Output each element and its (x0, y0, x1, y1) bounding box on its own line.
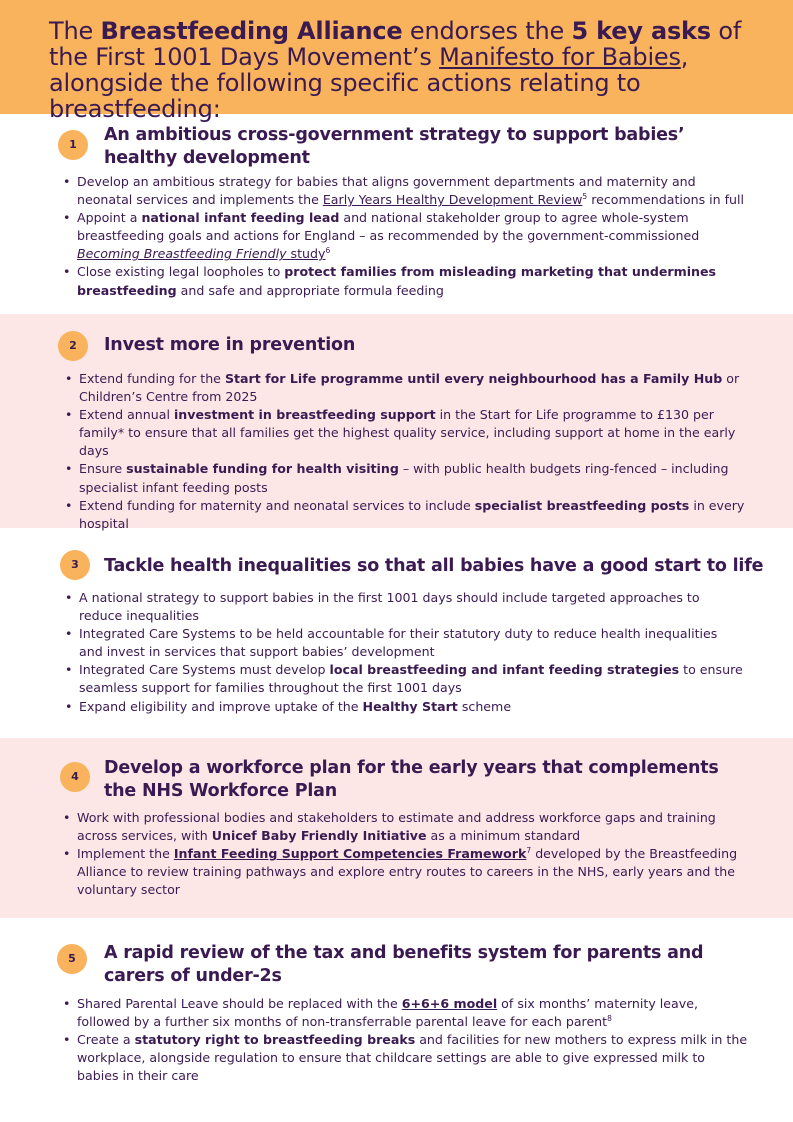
section-title: Invest more in prevention (104, 335, 356, 355)
list-item: • Appoint a national infant feeding lead and national stakeholder group to agree whole-system breastfeeding goals and actions for England – as recommended by the government-commissioned Becoming Breastfeeding Friendly study$^6$ (77, 209, 747, 263)
section-3 (0, 528, 793, 738)
list-item: • Integrated Care Systems to be held accountable for their statutory duty to reduce health inequalities and invest in services that support babies’ development (79, 625, 744, 661)
model-link[interactable]: 6+6+6 model (401, 996, 498, 1011)
list-item: • Extend annual investment in breastfeeding support in the Start for Life programme to £130 per family* to ensure that all families get the highest quality service, including support at home in the early days (79, 406, 749, 460)
list-item: • Expand eligibility and improve uptake of the Healthy Start scheme (79, 698, 744, 716)
action-list (79, 370, 749, 533)
action-list (79, 589, 744, 716)
study-link[interactable]: Becoming Breastfeeding Friendly study (77, 246, 326, 262)
action-list (77, 809, 749, 899)
header-banner (0, 0, 793, 123)
list-item: • Create a statutory right to breastfeeding breaks and facilities for new mothers to express milk in the workplace, alongside regulation to ensure that childcare settings are able to give expressed milk to babies in their care (77, 1031, 749, 1085)
list-item: • Extend funding for the Start for Life programme until every neighbourhood has a Family Hub or Children’s Centre from 2025 (79, 370, 749, 406)
section-title: Develop a workforce plan for the early years that complements the NHS Workforce Plan (104, 758, 719, 801)
section-2 (0, 314, 793, 531)
framework-link[interactable]: Infant Feeding Support Competencies Framework (173, 846, 527, 862)
action-list (77, 173, 747, 300)
list-item: • Ensure sustainable funding for health visiting – with public health budgets ring-fenced – including specialist infant feeding posts (79, 460, 749, 496)
section-title: Tackle health inequalities so that all babies have a good start to life (104, 556, 764, 576)
manifesto-link[interactable]: Manifesto for Babies (439, 43, 681, 71)
action-list (77, 995, 749, 1085)
list-item: • Implement the Infant Feeding Support Competencies Framework$^7$ developed by the Breastfeeding Alliance to review training pathways and explore entry routes to careers in the NHS, early years and the voluntary sector (77, 845, 749, 899)
list-item: • Work with professional bodies and stakeholders to estimate and address workforce gaps and training across services, with Unicef Baby Friendly Initiative as a minimum standard (77, 809, 749, 845)
review-link[interactable]: Early Years Healthy Development Review (322, 192, 583, 208)
section-4 (0, 738, 793, 918)
section-1 (0, 114, 793, 314)
list-item: • Integrated Care Systems must develop local breastfeeding and infant feeding strategies to ensure seamless support for families throughout the first 1001 days (79, 661, 744, 697)
section-number-badge: 4 (60, 762, 90, 792)
list-item: • Close existing legal loopholes to protect families from misleading marketing that undermines breastfeeding and safe and appropriate formula feeding (77, 263, 747, 299)
list-item: • A national strategy to support babies in the first 1001 days should include targeted approaches to reduce inequalities (79, 589, 744, 625)
list-item: • Shared Parental Leave should be replaced with the 6+6+6 model of six months’ maternity leave, followed by a further six months of non-transferrable parental leave for each parent$^8$ (77, 995, 749, 1031)
section-number-badge: 2 (58, 331, 88, 361)
list-item: • Extend funding for maternity and neonatal services to include specialist breastfeeding posts in every hospital (79, 497, 749, 533)
section-title: An ambitious cross-government strategy to support babies’ healthy development (104, 125, 685, 168)
section-number-badge: 5 (57, 944, 87, 974)
intro-heading: The Breastfeeding Alliance endorses the 5 key asks of the First 1001 Days Movement’s Manifesto for Babies, alongside the following specific actions relating to breastfeeding: (49, 17, 742, 123)
section-number-badge: 1 (58, 130, 88, 160)
list-item: • Develop an ambitious strategy for babies that aligns government departments and maternity and neonatal services and implements the Early Years Healthy Development Review$^5$ recommendations in full (77, 173, 747, 209)
section-title: A rapid review of the tax and benefits system for parents and carers of under-2s (104, 943, 704, 986)
section-5 (0, 918, 793, 1122)
section-number-badge: 3 (60, 550, 90, 580)
